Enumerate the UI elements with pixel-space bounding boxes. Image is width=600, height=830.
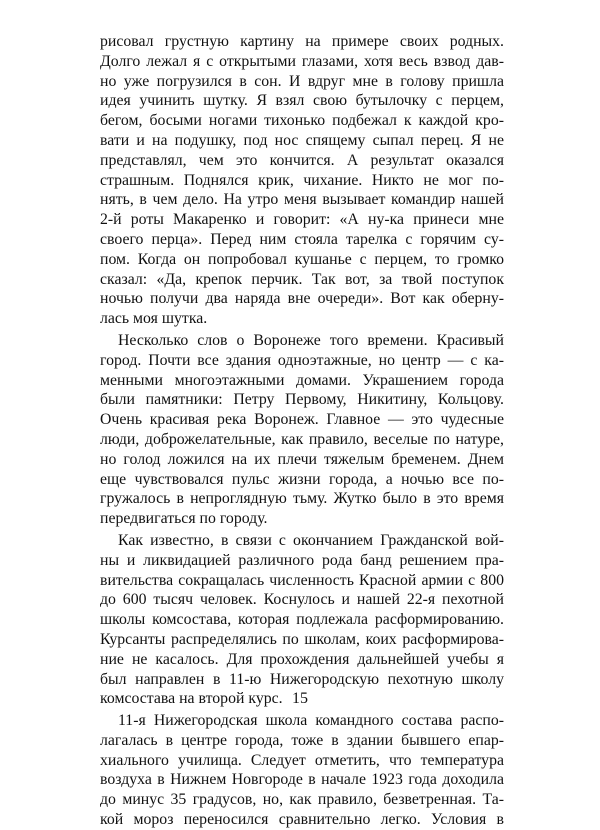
text-line: ночью получи два наряда вне очереди». Вот как оберну- (100, 290, 504, 308)
paragraph (100, 711, 504, 830)
text-line: идея учинить шутку. Я взял свою бутылочку с перцем, (100, 92, 504, 110)
paragraph (100, 331, 504, 529)
text-line: 2-й роты Макаренко и говорит: «А ну-ка принеси мне (100, 211, 504, 229)
text-line: ны и ликвидацией различного рода банд решением пра- (100, 551, 504, 569)
text-line: гружалось в непроглядную тьму. Жутко было в это время (100, 490, 504, 508)
text-line: страшным. Поднялся крик, чихание. Никто не мог по- (100, 171, 504, 189)
text-line: хиального училища. Следует отметить, что температура (100, 751, 504, 769)
text-line: вительства сокращалась численность Красной армии с 800 (100, 571, 504, 589)
text-line: лась моя шутка. (100, 310, 208, 328)
text-line: школы комсостава, которая подлежала расформированию. (100, 611, 504, 629)
text-line: ние не касалось. Для прохождения дальнейшей учебы я (100, 650, 504, 668)
text-line: был направлен в 11-ю Нижегородскую пехотную школу (100, 670, 504, 688)
text-line: лагалась в центре города, тоже в здании бывшего епар- (100, 731, 504, 749)
text-line: нять, в чем дело. На утро меня вызывает командир нашей (100, 191, 504, 209)
text-line: Очень красивая река Воронеж. Главное — это чудесные (100, 411, 504, 429)
text-line: бегом, босыми ногами тихонько подбежал к каждой кро- (100, 112, 504, 130)
text-line: Несколько слов о Воронеже того времени. Красивый (118, 331, 504, 349)
text-line: воздуха в Нижнем Новгороде в начале 1923 года доходила (100, 771, 504, 789)
text-line: сказал: «Да, крепок перчик. Так вот, за твой поступок (100, 270, 504, 288)
paragraph (100, 531, 504, 709)
text-line: Как известно, в связи с окончанием Гражданской вой- (118, 531, 504, 549)
text-line: представлял, чем это кончится. А результат оказался (100, 151, 504, 169)
text-line: но уже погрузился в сон. И вдруг мне в голову пришла (100, 72, 504, 90)
text-line: пом. Когда он попробовал кушанье с перцем, то громко (100, 250, 504, 268)
text-line: но голод ложился на их плечи тяжелым бременем. Днем (100, 450, 504, 468)
page-number: 15 (292, 690, 308, 707)
text-line: люди, доброжелательные, как правило, веселые по натуре, (100, 430, 504, 448)
text-line: менными многоэтажными домами. Украшением города (100, 371, 504, 389)
text-line: рисовал грустную картину на примере своих родных. (100, 33, 504, 50)
text-line: Долго лежал я с открытыми глазами, хотя весь взвод дав- (100, 52, 504, 70)
text-line: передвигаться по городу. (100, 510, 268, 528)
text-line: 11-я Нижегородская школа командного состава распо- (118, 712, 504, 730)
text-line: кой мороз переносился сравнительно легко. Условия в (100, 811, 504, 829)
text-line: были памятники: Петру Первому, Никитину, Кольцову. (100, 391, 504, 409)
text-line: Курсанты распределялись по школам, коих расформирова- (100, 630, 504, 648)
body-text (100, 32, 504, 830)
text-line: город. Почти все здания одноэтажные, но центр — с ка- (100, 351, 504, 369)
text-line: вати и на подушку, под нос спящему сыпал перец. Я не (100, 131, 504, 149)
text-line: до минус 35 градусов, но, как правило, безветренная. Та- (100, 791, 504, 809)
text-line: до 600 тысяч человек. Коснулось и нашей 22-я пехотной (100, 591, 504, 609)
text-line: своего перца». Перед ним стояла тарелка с горячим су- (100, 230, 504, 248)
paragraph (100, 32, 504, 329)
text-line: еще чувствовался пульс жизни города, а ночью все по- (100, 470, 504, 488)
text-line: комсостава на второй курс. (100, 690, 283, 708)
